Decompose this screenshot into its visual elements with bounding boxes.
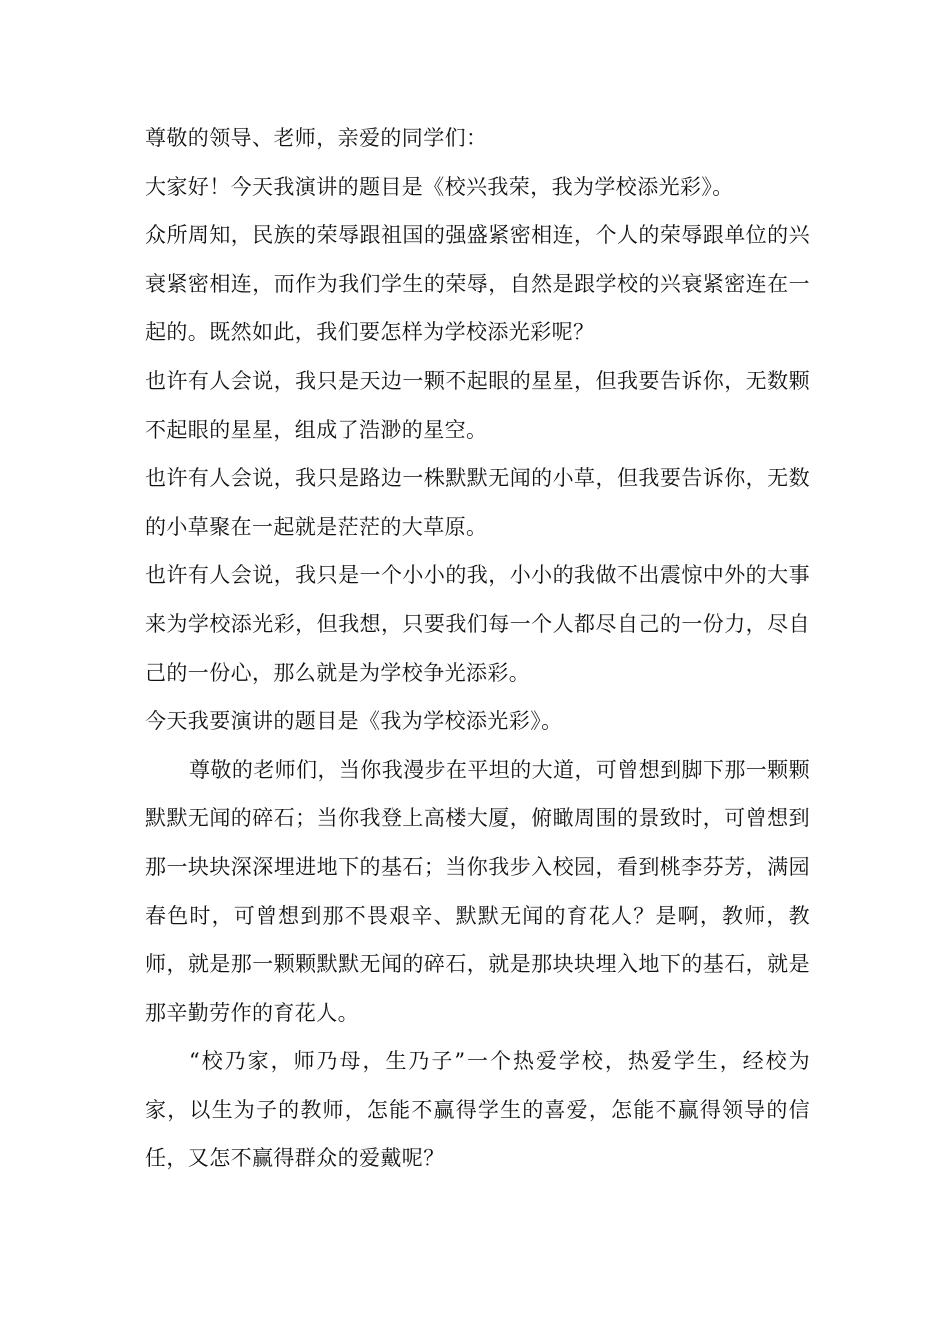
body-paragraph: 也许有人会说，我只是路边一株默默无闻的小草，但我要告诉你，无数的小草聚在一起就是茫茫的大草原。 xyxy=(145,466,810,539)
speech-body xyxy=(145,114,810,1183)
salutation: 尊敬的领导、老师，亲爱的同学们： xyxy=(145,126,488,150)
body-paragraph: 尊敬的老师们，当你我漫步在平坦的大道，可曾想到脚下那一颗颗默默无闻的碎石；当你我登上高楼大厦，俯瞰周围的景致时，可曾想到那一块块深深埋进地下的基石；当你我步入校园，看到桃李芬芳，满园春色时，可曾想到那不畏艰辛、默默无闻的育花人？是啊，教师，教师，就是那一颗颗默默无闻的碎石，就是那块块埋入地下的基石，就是那辛勤劳作的育花人。 xyxy=(145,757,810,1025)
body-paragraph: “校乃家，师乃母，生乃子”一个热爱学校，热爱学生，经校为家，以生为子的教师，怎能不赢得学生的喜爱，怎能不赢得领导的信任，又怎不赢得群众的爱戴呢？ xyxy=(145,1049,810,1171)
topic-paragraph: 今天我要演讲的题目是《我为学校添光彩》。 xyxy=(145,709,563,734)
body-paragraph: 也许有人会说，我只是天边一颗不起眼的星星，但我要告诉你，无数颗不起眼的星星，组成了浩渺的星空。 xyxy=(145,368,810,442)
greeting-paragraph: 大家好！今天我演讲的题目是《校兴我荣，我为学校添光彩》。 xyxy=(145,174,734,199)
body-paragraph: 也许有人会说，我只是一个小小的我，小小的我做不出震惊中外的大事来为学校添光彩，但我想，只要我们每一个人都尽自己的一份力，尽自己的一份心，那么就是为学校争光添彩。 xyxy=(145,563,810,685)
body-paragraph: 众所周知，民族的荣辱跟祖国的强盛紧密相连，个人的荣辱跟单位的兴衰紧密相连，而作为我们学生的荣辱，自然是跟学校的兴衰紧密连在一起的。既然如此，我们要怎样为学校添光彩呢？ xyxy=(145,223,810,345)
